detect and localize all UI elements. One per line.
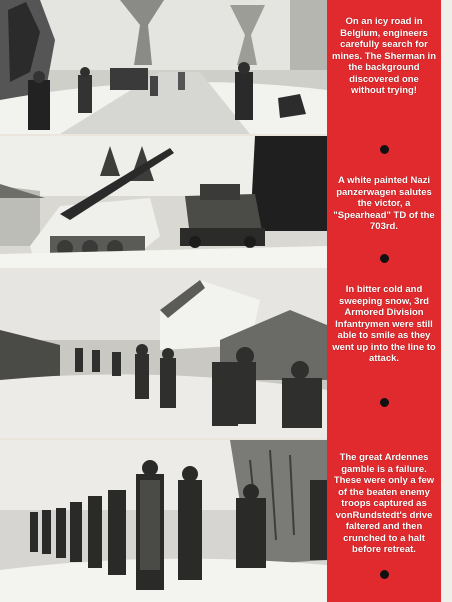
photo-captured-enemy-troops [0, 440, 327, 602]
bullet-dot [380, 145, 389, 154]
photo-engineers-mine-search [0, 0, 327, 134]
caption-panzerwagen: A white painted Nazi panzerwagen salutes the victor, a "Spearhead" TD of the 703rd. [333, 175, 435, 232]
bullet-dot [380, 398, 389, 407]
page-margin [441, 0, 452, 602]
photo-panther-and-tank-destroyer [0, 136, 327, 268]
photo-infantrymen-in-snow [0, 270, 327, 438]
bullet-dot [380, 254, 389, 263]
caption-engineers: On an icy road in Belgium, engineers carefully search for mines. The Sherman in the background discovered one without trying! [332, 16, 436, 96]
caption-ardennes-gamble: The great Ardennes gamble is a failure. These were only a few of the beaten enemy troops captured as vonRundstedt's drive faltered and then crunched to a halt before retreat. [333, 452, 435, 555]
caption-infantrymen: In bitter cold and sweeping snow, 3rd Armored Division Infantrymen were still able to smile as they went up into the line to attack. [332, 284, 436, 364]
bullet-dot [380, 570, 389, 579]
